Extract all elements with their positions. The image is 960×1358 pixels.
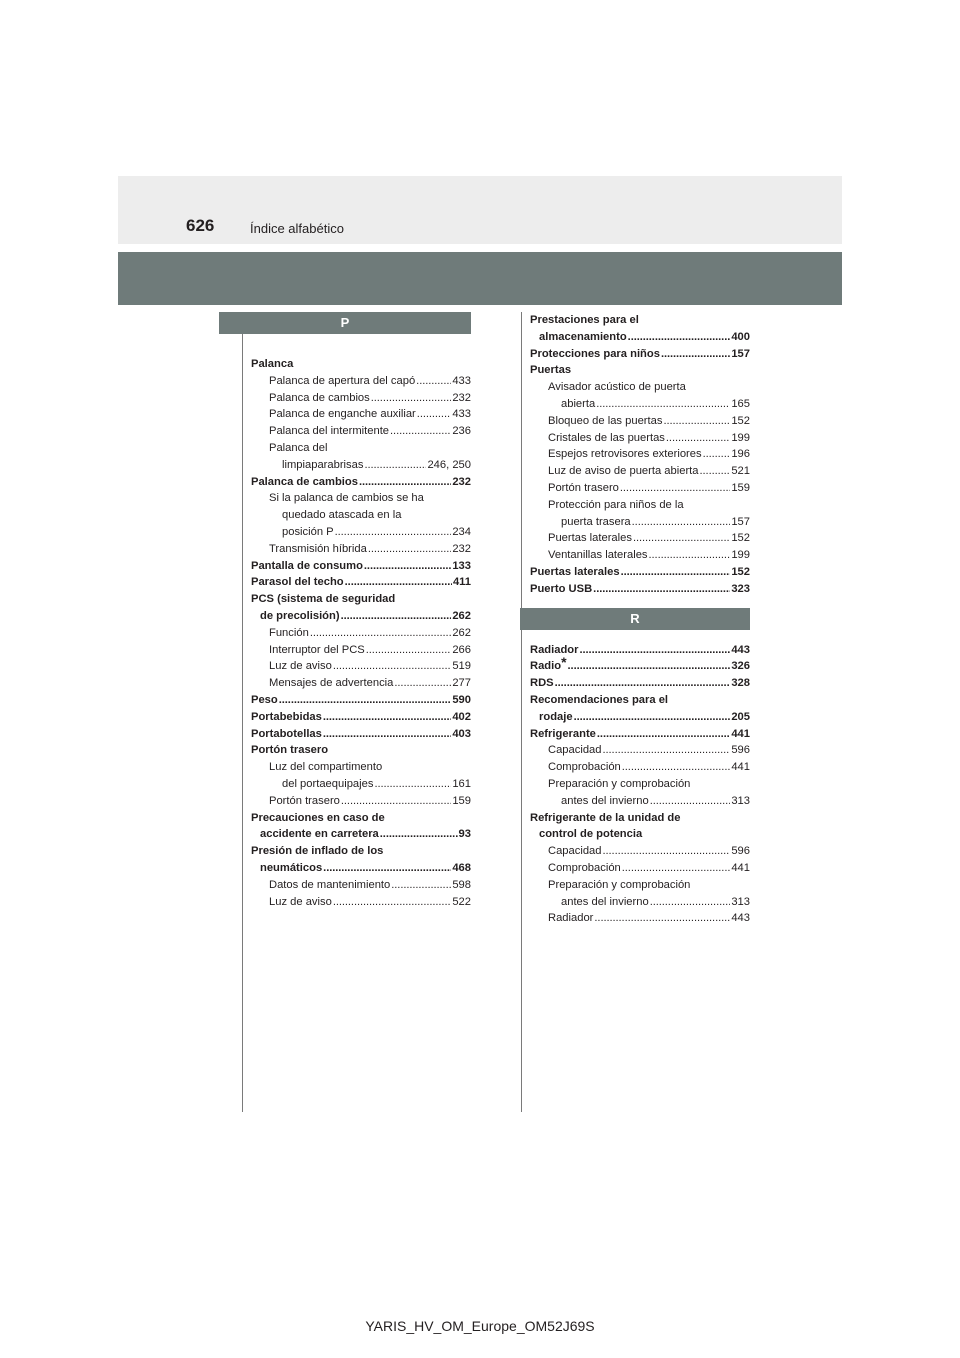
entry-page: 159 xyxy=(452,794,471,807)
left-column xyxy=(251,312,471,910)
index-entry xyxy=(530,759,750,776)
index-entry xyxy=(530,514,750,531)
index-entry xyxy=(251,625,471,642)
entry-text: quedado atascada en la xyxy=(282,509,402,522)
dot-leader xyxy=(663,413,730,430)
dot-leader xyxy=(621,564,731,581)
entry-text: Función xyxy=(269,626,309,639)
dot-leader xyxy=(323,860,451,877)
index-entry xyxy=(251,793,471,810)
dot-leader xyxy=(345,574,452,591)
index-entry xyxy=(251,726,471,743)
entry-text: Luz de aviso xyxy=(269,895,332,908)
dot-leader xyxy=(633,530,730,547)
entry-page: 93 xyxy=(458,828,471,841)
entry-text: Puertas laterales xyxy=(530,565,620,578)
index-entry xyxy=(530,547,750,564)
entry-text: Capacidad xyxy=(548,845,602,858)
index-entry xyxy=(251,457,471,474)
entry-text: Palanca de apertura del capó xyxy=(269,374,416,387)
entry-text: Protección para niños de la xyxy=(548,498,684,511)
right-divider xyxy=(521,312,522,1112)
index-entry xyxy=(530,530,750,547)
entry-page: 326 xyxy=(731,660,750,673)
dot-leader xyxy=(364,558,451,575)
left-divider xyxy=(242,312,243,1112)
entry-text: Refrigerante de la unidad de xyxy=(530,811,681,824)
entry-text: Avisador acústico de puerta xyxy=(548,381,686,394)
entry-page: 232 xyxy=(452,391,471,404)
entry-text: antes del invierno xyxy=(561,794,649,807)
entry-page: 234 xyxy=(452,525,471,538)
entry-text: Transmisión híbrida xyxy=(269,542,367,555)
index-entry xyxy=(251,390,471,407)
index-entry xyxy=(251,742,471,759)
dot-leader xyxy=(555,675,731,692)
entry-page: 403 xyxy=(452,727,471,740)
entry-text: Radio* xyxy=(530,654,567,673)
index-entry xyxy=(530,860,750,877)
entry-text: Palanca de cambios xyxy=(251,475,358,488)
index-entry xyxy=(251,642,471,659)
entry-page: 328 xyxy=(731,677,750,690)
entry-text: Radiador xyxy=(548,912,594,925)
index-entry xyxy=(251,574,471,591)
index-entry xyxy=(251,440,471,457)
right-column xyxy=(530,312,750,927)
footer-doc-code: YARIS_HV_OM_Europe_OM52J69S xyxy=(365,1318,595,1334)
index-entry xyxy=(251,423,471,440)
dot-leader xyxy=(391,877,451,894)
entry-page: 411 xyxy=(452,576,471,589)
index-entry xyxy=(251,877,471,894)
entry-page: 402 xyxy=(452,710,471,723)
dot-leader xyxy=(593,581,730,598)
dot-leader xyxy=(380,826,458,843)
dot-leader xyxy=(359,474,451,491)
dot-leader xyxy=(416,373,451,390)
index-list-p-continued xyxy=(530,312,750,598)
entry-text: Prestaciones para el xyxy=(530,314,639,326)
index-entry xyxy=(530,742,750,759)
entry-page: 441 xyxy=(731,861,750,874)
index-entry xyxy=(251,558,471,575)
index-entry xyxy=(530,463,750,480)
dot-leader xyxy=(632,514,731,531)
index-entry xyxy=(530,776,750,793)
index-entry xyxy=(251,591,471,608)
index-entry xyxy=(251,507,471,524)
dot-leader xyxy=(700,463,731,480)
entry-text: Luz del compartimento xyxy=(269,761,383,774)
entry-text: Capacidad xyxy=(548,744,602,757)
index-entry xyxy=(251,675,471,692)
entry-page: 521 xyxy=(731,465,750,478)
dot-leader xyxy=(368,541,452,558)
section-title: Índice alfabético xyxy=(250,221,344,236)
index-entry xyxy=(530,654,750,675)
entry-text: limpiaparabrisas xyxy=(282,458,364,471)
entry-page: 590 xyxy=(452,693,471,706)
entry-text: Puertas xyxy=(530,364,572,377)
dot-leader xyxy=(364,457,426,474)
entry-page: 152 xyxy=(731,532,750,545)
index-entry xyxy=(251,759,471,776)
entry-page: 232 xyxy=(452,475,471,488)
dot-leader xyxy=(666,430,730,447)
index-entry xyxy=(530,413,750,430)
entry-text: Interruptor del PCS xyxy=(269,643,365,656)
letter-bar-r: R xyxy=(520,608,750,630)
index-entry xyxy=(530,480,750,497)
entry-text: Luz de aviso xyxy=(269,660,332,673)
entry-page: 161 xyxy=(452,777,471,790)
entry-page: 441 xyxy=(731,761,750,774)
entry-text: antes del invierno xyxy=(561,895,649,908)
index-entry xyxy=(251,658,471,675)
entry-text: Puerto USB xyxy=(530,582,593,595)
dot-leader xyxy=(574,709,731,726)
entry-page: 199 xyxy=(731,549,750,562)
dot-leader xyxy=(649,547,731,564)
dot-leader xyxy=(603,843,731,860)
entry-page: 596 xyxy=(731,845,750,858)
entry-page: 152 xyxy=(731,565,750,578)
index-entry xyxy=(530,726,750,743)
dot-leader xyxy=(333,658,452,675)
dot-leader xyxy=(341,608,452,625)
index-entry xyxy=(251,776,471,793)
index-list-r xyxy=(530,642,750,928)
dot-leader xyxy=(390,423,451,440)
index-entry xyxy=(251,524,471,541)
entry-text: Preparación y comprobación xyxy=(548,777,691,790)
entry-text: Protecciones para niños xyxy=(530,347,660,360)
entry-text: Preparación y comprobación xyxy=(548,878,691,891)
index-list-p xyxy=(251,356,471,910)
entry-text: PCS (sistema de seguridad xyxy=(251,593,396,606)
index-entry xyxy=(530,675,750,692)
entry-page: 443 xyxy=(731,912,750,925)
entry-page: 596 xyxy=(731,744,750,757)
entry-page: 236 xyxy=(452,425,471,438)
index-entry xyxy=(251,860,471,877)
dot-leader xyxy=(323,709,451,726)
entry-page: 400 xyxy=(731,330,750,343)
header-band xyxy=(118,176,842,244)
entry-page: 313 xyxy=(731,895,750,908)
entry-page: 246, 250 xyxy=(427,458,471,471)
entry-page: 277 xyxy=(452,677,471,690)
dot-leader xyxy=(603,742,731,759)
dot-leader xyxy=(661,346,730,363)
dot-leader xyxy=(417,406,452,423)
entry-page: 165 xyxy=(731,397,750,410)
entry-page: 133 xyxy=(452,559,471,572)
dot-leader xyxy=(394,675,451,692)
index-entry xyxy=(251,826,471,843)
entry-page: 262 xyxy=(452,626,471,639)
index-entry xyxy=(530,692,750,709)
index-entry xyxy=(530,810,750,827)
index-entry xyxy=(251,692,471,709)
index-entry xyxy=(530,843,750,860)
entry-text: Comprobación xyxy=(548,861,621,874)
index-entry xyxy=(530,826,750,843)
dot-leader xyxy=(568,658,731,675)
index-entry xyxy=(251,356,471,373)
index-entry xyxy=(530,379,750,396)
index-entry xyxy=(530,497,750,514)
entry-text: Recomendaciones para el xyxy=(530,693,669,706)
dot-leader xyxy=(279,692,452,709)
entry-text: Portabebidas xyxy=(251,710,322,723)
entry-text: Portón trasero xyxy=(251,744,329,757)
index-entry xyxy=(530,329,750,346)
entry-page: 232 xyxy=(452,542,471,555)
entry-text: Portón trasero xyxy=(269,794,340,807)
index-entry xyxy=(251,406,471,423)
entry-text: rodaje xyxy=(539,710,573,723)
index-entry xyxy=(251,373,471,390)
entry-text: Radiador xyxy=(530,643,579,656)
entry-page: 323 xyxy=(731,582,750,595)
entry-page: 433 xyxy=(452,374,471,387)
dot-leader xyxy=(596,396,730,413)
index-entry xyxy=(530,312,750,329)
index-entry xyxy=(251,894,471,911)
entry-page: 443 xyxy=(731,643,750,656)
entry-text: Puertas laterales xyxy=(548,532,632,545)
entry-page: 519 xyxy=(452,660,471,673)
entry-text: Portabotellas xyxy=(251,727,322,740)
entry-text: Parasol del techo xyxy=(251,576,344,589)
entry-text: abierta xyxy=(561,397,596,410)
index-entry xyxy=(530,396,750,413)
entry-text: Palanca de enganche auxiliar xyxy=(269,408,416,421)
index-entry xyxy=(530,564,750,581)
dot-leader xyxy=(366,642,452,659)
entry-text: Mensajes de advertencia xyxy=(269,677,394,690)
dot-leader xyxy=(341,793,451,810)
entry-text: Bloqueo de las puertas xyxy=(548,414,663,427)
entry-text: almacenamiento xyxy=(539,330,627,343)
dot-leader xyxy=(323,726,451,743)
entry-text: Palanca del xyxy=(269,441,328,454)
title-bar xyxy=(118,252,842,305)
index-entry xyxy=(530,430,750,447)
index-entry xyxy=(530,362,750,379)
entry-text: Comprobación xyxy=(548,761,621,774)
index-entry xyxy=(251,490,471,507)
entry-text: Peso xyxy=(251,693,278,706)
dot-leader xyxy=(622,759,731,776)
entry-text: Datos de mantenimiento xyxy=(269,878,391,891)
entry-text: control de potencia xyxy=(539,828,643,841)
entry-page: 262 xyxy=(452,609,471,622)
entry-text: Portón trasero xyxy=(548,481,619,494)
dot-leader xyxy=(580,642,731,659)
entry-text: Presión de inflado de los xyxy=(251,845,384,858)
index-entry xyxy=(530,877,750,894)
entry-text: Refrigerante xyxy=(530,727,596,740)
entry-text: puerta trasera xyxy=(561,515,631,528)
entry-page: 522 xyxy=(452,895,471,908)
entry-text: Si la palanca de cambios se ha xyxy=(269,492,424,505)
dot-leader xyxy=(597,726,730,743)
entry-page: 598 xyxy=(452,878,471,891)
entry-text: Cristales de las puertas xyxy=(548,431,665,444)
page-number: 626 xyxy=(186,216,215,235)
entry-page: 196 xyxy=(731,448,750,461)
index-entry xyxy=(530,793,750,810)
entry-page: 157 xyxy=(731,515,750,528)
entry-page: 441 xyxy=(731,727,750,740)
dot-leader xyxy=(650,894,731,911)
entry-page: 433 xyxy=(452,408,471,421)
dot-leader xyxy=(374,776,451,793)
index-entry xyxy=(251,541,471,558)
entry-page: 159 xyxy=(731,481,750,494)
dot-leader xyxy=(371,390,452,407)
entry-text: del portaequipajes xyxy=(282,777,374,790)
entry-page: 313 xyxy=(731,794,750,807)
dot-leader xyxy=(335,524,452,541)
entry-text: posición P xyxy=(282,525,334,538)
index-entry xyxy=(251,843,471,860)
entry-text: Ventanillas laterales xyxy=(548,549,648,562)
entry-page: 205 xyxy=(731,710,750,723)
entry-text: de precolisión) xyxy=(260,609,340,622)
entry-text: Precauciones en caso de xyxy=(251,811,385,824)
index-entry xyxy=(530,709,750,726)
index-entry xyxy=(530,446,750,463)
entry-page: 152 xyxy=(731,414,750,427)
entry-page: 199 xyxy=(731,431,750,444)
entry-page: 468 xyxy=(452,861,471,874)
entry-text: Palanca de cambios xyxy=(269,391,370,404)
index-entry xyxy=(530,346,750,363)
index-entry xyxy=(251,608,471,625)
entry-text: neumáticos xyxy=(260,861,323,874)
entry-text: Palanca del intermitente xyxy=(269,425,390,438)
dot-leader xyxy=(628,329,731,346)
index-entry xyxy=(530,581,750,598)
dot-leader xyxy=(703,446,731,463)
entry-text: Pantalla de consumo xyxy=(251,559,363,572)
entry-text: accidente en carretera xyxy=(260,828,379,841)
dot-leader xyxy=(594,910,730,927)
entry-text: Luz de aviso de puerta abierta xyxy=(548,465,699,478)
index-entry xyxy=(530,910,750,927)
footnote-mark: * xyxy=(561,654,567,671)
index-entry xyxy=(251,474,471,491)
letter-bar-p: P xyxy=(219,312,471,334)
index-entry xyxy=(251,810,471,827)
entry-text: Espejos retrovisores exteriores xyxy=(548,448,702,461)
entry-text: RDS xyxy=(530,677,554,690)
entry-page: 266 xyxy=(452,643,471,656)
dot-leader xyxy=(622,860,731,877)
index-entry xyxy=(251,709,471,726)
index-entry xyxy=(530,894,750,911)
dot-leader xyxy=(333,894,452,911)
dot-leader xyxy=(310,625,452,642)
dot-leader xyxy=(620,480,730,497)
entry-page: 157 xyxy=(731,347,750,360)
entry-text: Palanca xyxy=(251,358,294,370)
dot-leader xyxy=(650,793,731,810)
